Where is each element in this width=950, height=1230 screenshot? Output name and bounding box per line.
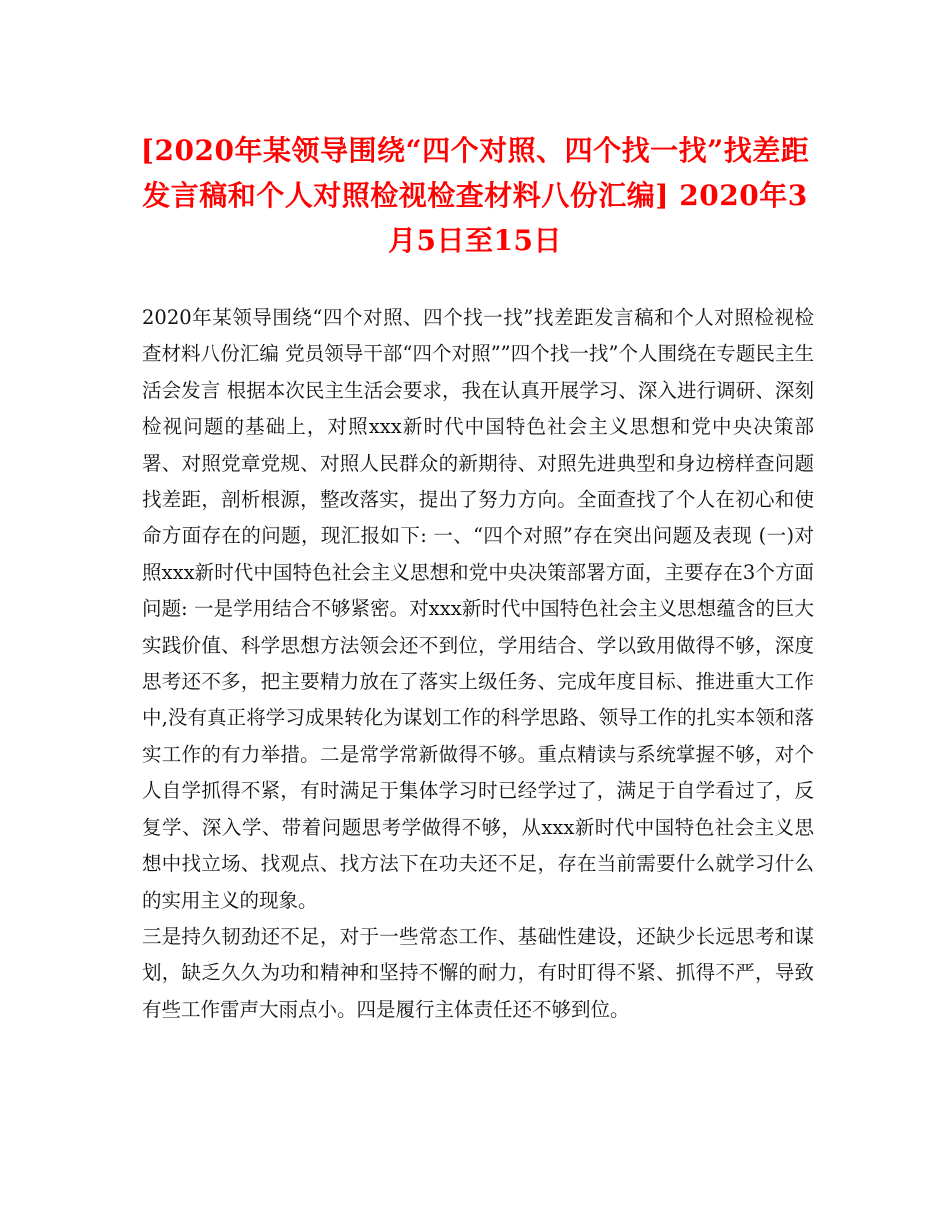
body-paragraph: 2020年某领导围绕“四个对照、四个找一找”找差距发言稿和个人对照检视检查材料八份汇编 党员领导干部“四个对照””四个找一找”个人围绕在专题民主生活会发言 根据本次民主生活会要求，我在认真开展学习、深入进行调研、深刻检视问题的基础上，对照xxx新时代中国特色社会主义思想和党中央决策部署、对照党章党规、对照人民群众的新期待、对照先进典型和身边榜样查问题找差距，剖析根源，整改落实，提出了努力方向。全面查找了个人在初心和使命方面存在的问题，现汇报如下: 一、“四个对照”存在突出问题及表现 (一)对照xxx新时代中国特色社会主义思想和党中央决策部署方面，主要存在3个方面问题: 一是学用结合不够紧密。对xxx新时代中国特色社会主义思想蕴含的巨大实践价值、科学思想方法领会还不到位，学用结合、学以致用做得不够，深度思考还不多，把主要精力放在了落实上级任务、完成年度目标、推进重大工作中,没有真正将学习成果转化为谋划工作的科学思路、领导工作的扎实本领和落实工作的有力举措。二是常学常新做得不够。重点精读与系统掌握不够，对个人自学抓得不紧，有时满足于集体学习时已经学过了，满足于自学看过了，反复学、深入学、带着问题思考学做得不够，从xxx新时代中国特色社会主义思想中找立场、找观点、找方法下在功夫还不足，存在当前需要什么就学习什么的实用主义的现象。: [142, 306, 814, 912]
document-body: [142, 300, 814, 1028]
body-paragraph: 三是持久韧劲还不足，对于一些常态工作、基础性建设，还缺少长远思考和谋划，缺乏久久为功和精神和坚持不懈的耐力，有时盯得不紧、抓得不严，导致有些工作雷声大雨点小。四是履行主体责任还不够到位。: [142, 924, 814, 1021]
document-title: [2020年某领导围绕“四个对照、四个找一找”找差距发言稿和个人对照检视检查材料八份汇编] 2020年3月5日至15日: [140, 134, 810, 257]
